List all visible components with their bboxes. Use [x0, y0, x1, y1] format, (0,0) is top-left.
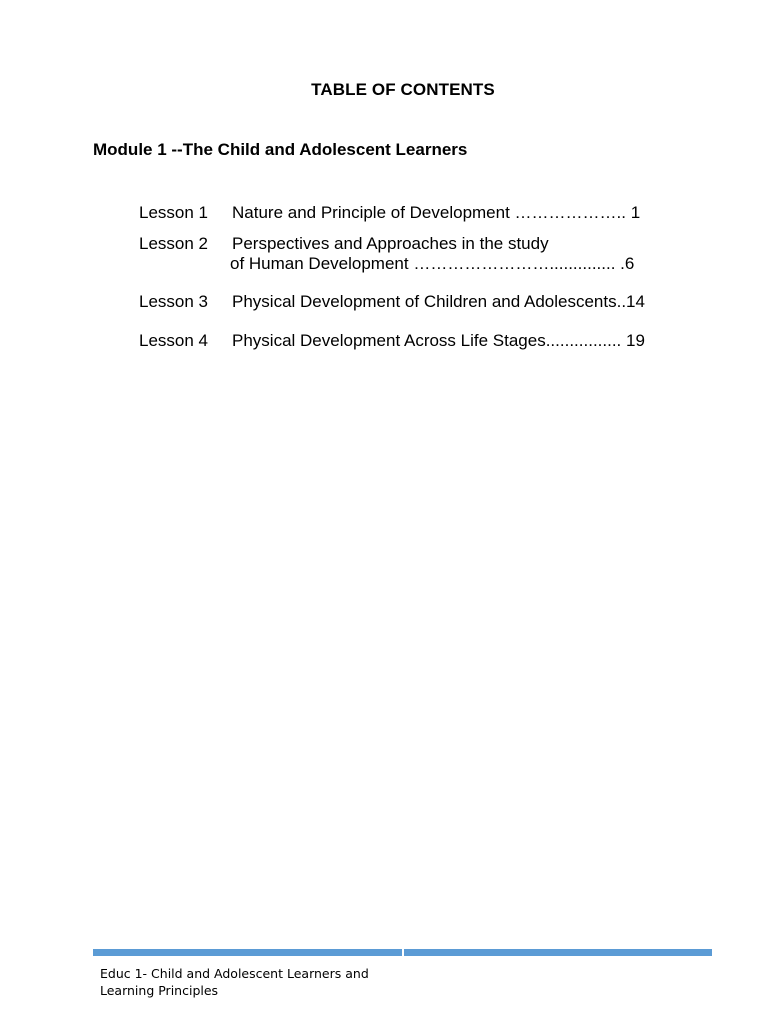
lesson-number: Lesson 4 — [139, 331, 208, 350]
footer-rule-right — [404, 949, 712, 956]
lesson-number: Lesson 2 — [139, 234, 208, 253]
toc-entry-lesson-1 — [139, 203, 640, 223]
lesson-title: Physical Development Across Life Stages................ 19 — [232, 331, 645, 350]
toc-entry-lesson-2 — [139, 234, 634, 274]
lesson-title-continuation: of Human Development …………………….............. .6 — [230, 254, 635, 273]
module-heading: Module 1 --The Child and Adolescent Learners — [93, 140, 468, 159]
toc-entry-lesson-4 — [139, 331, 645, 351]
lesson-title: Perspectives and Approaches in the study — [232, 234, 549, 253]
lesson-number: Lesson 3 — [139, 292, 208, 311]
footer-rule-left — [93, 949, 402, 956]
page-title: TABLE OF CONTENTS — [311, 80, 495, 99]
lesson-number: Lesson 1 — [139, 203, 208, 222]
lesson-title: Physical Development of Children and Adolescents..14 — [232, 292, 645, 311]
lesson-title: Nature and Principle of Development ……………….. 1 — [232, 203, 641, 222]
toc-entry-lesson-3 — [139, 292, 645, 312]
footer-text: Educ 1- Child and Adolescent Learners and Learning Principles — [100, 966, 369, 998]
